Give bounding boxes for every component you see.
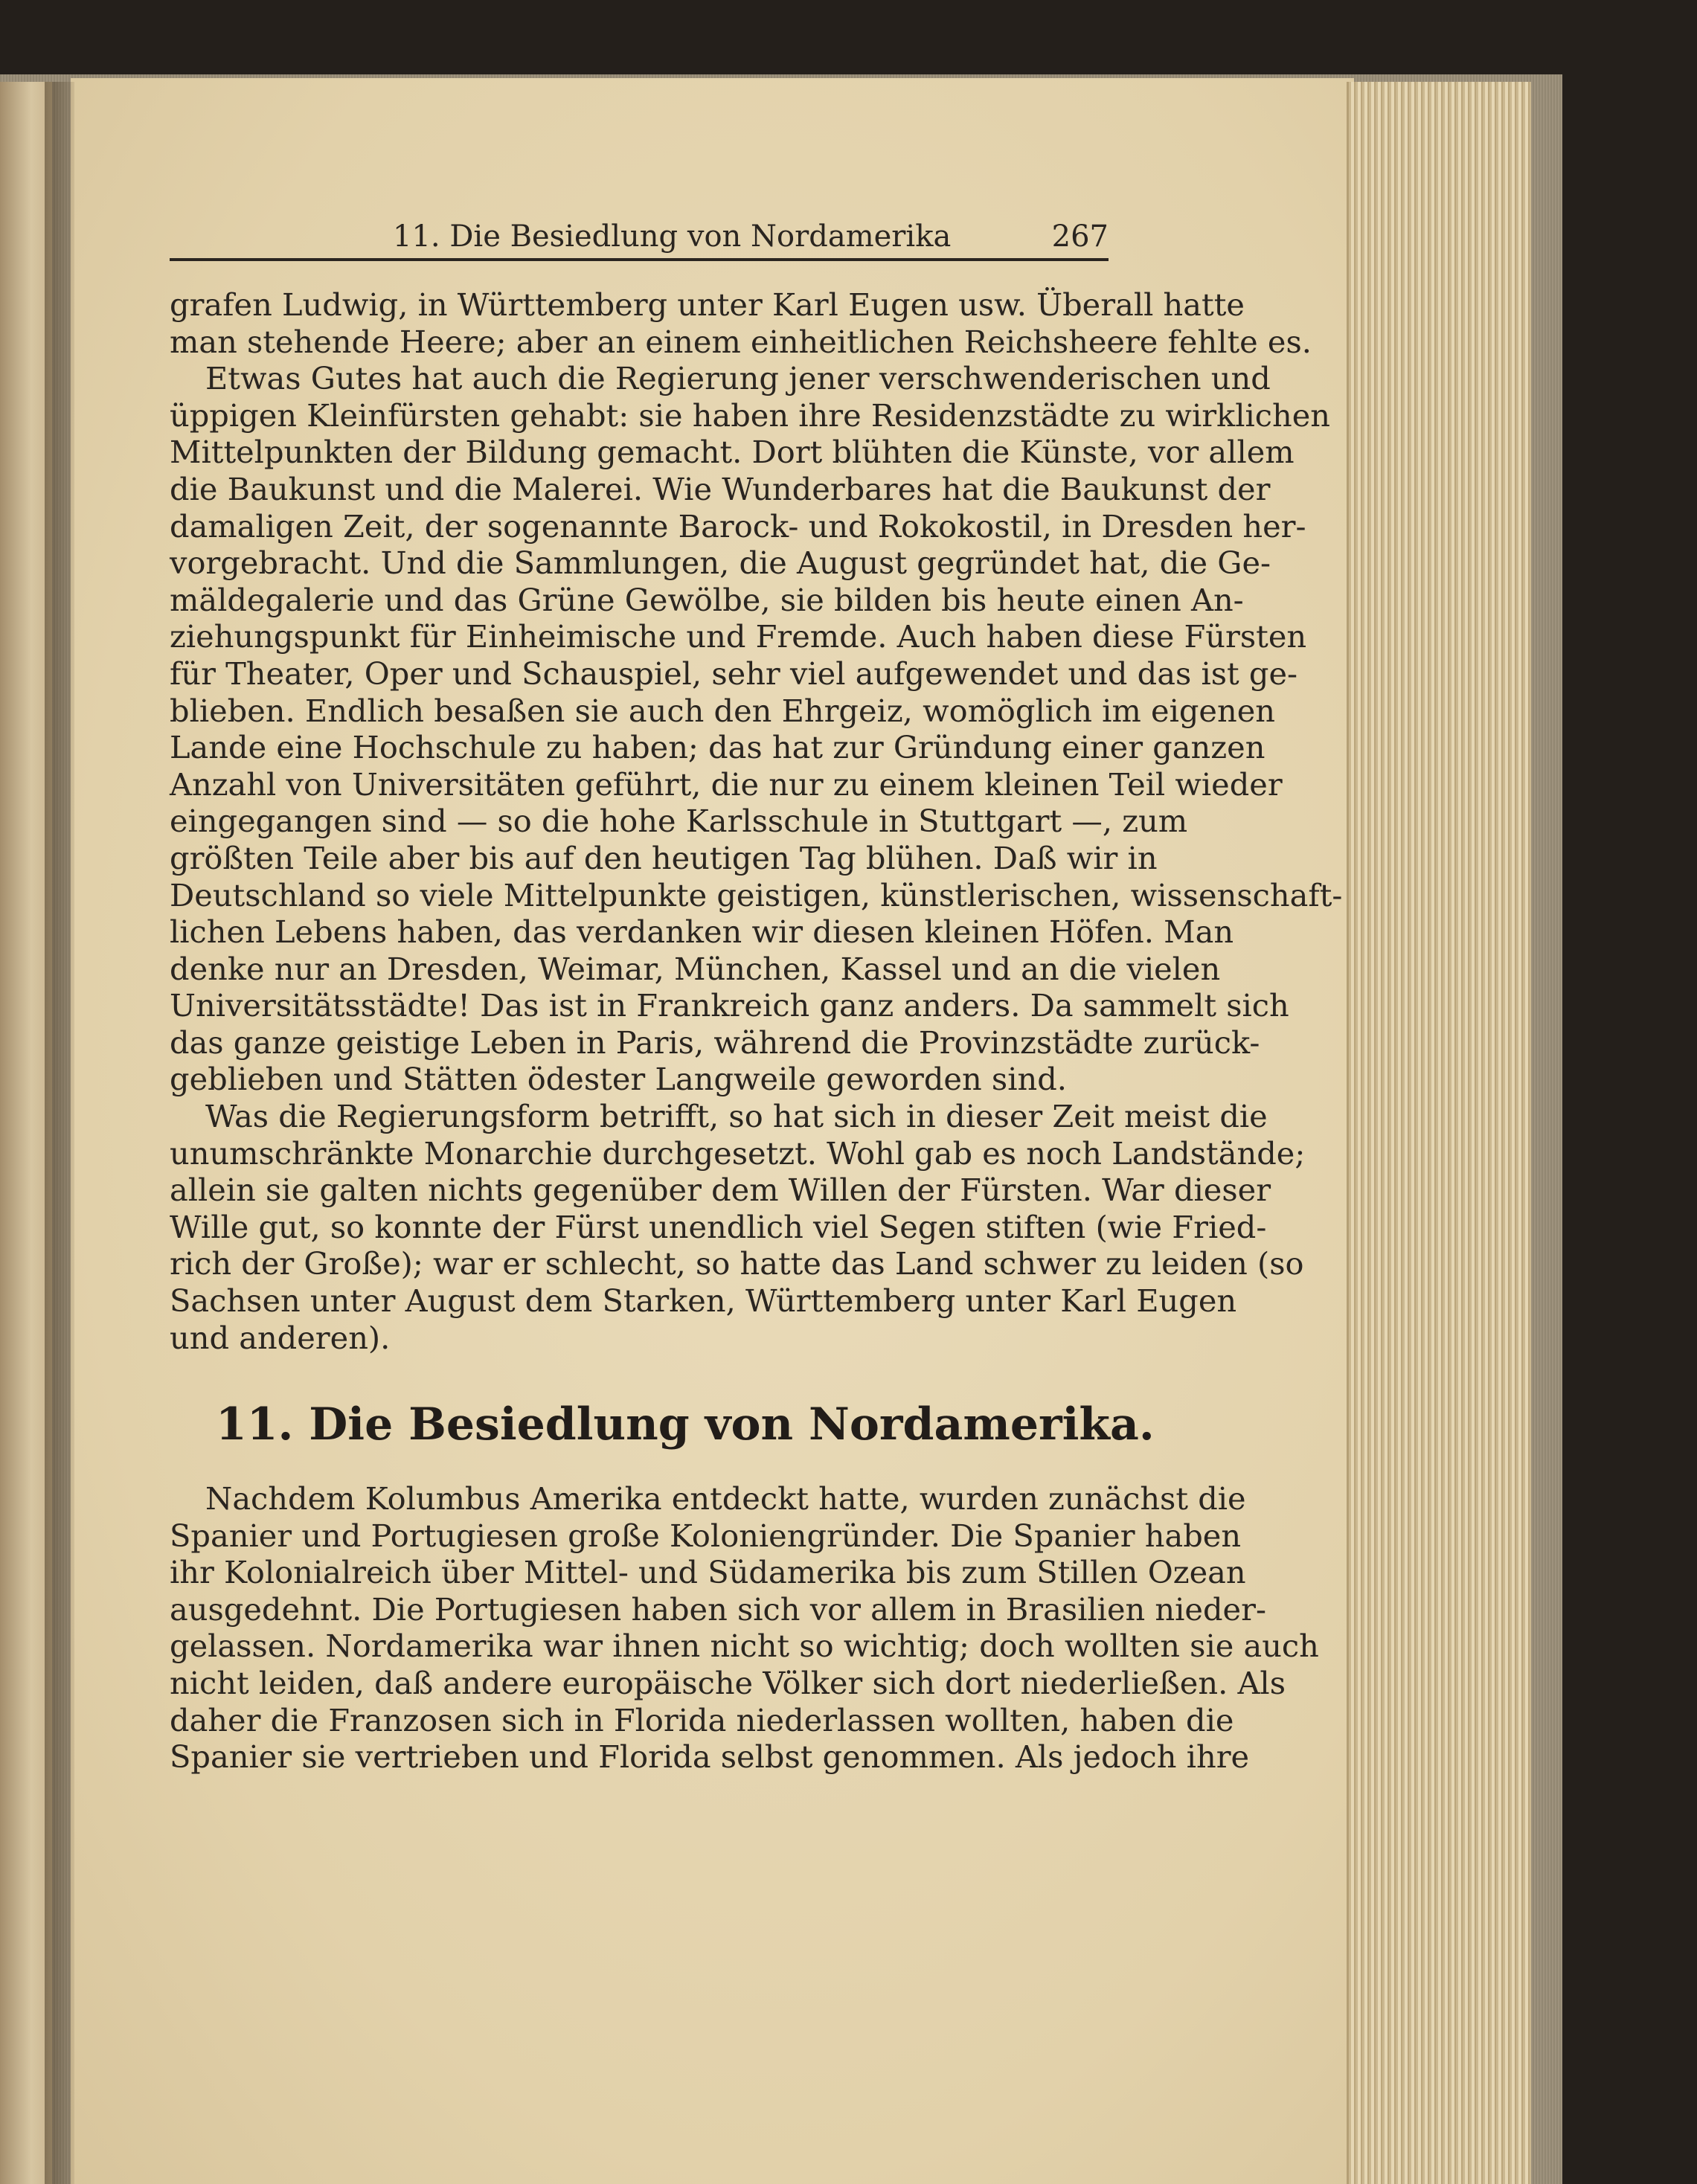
text-line: unumschränkte Monarchie durchgesetzt. Wohl gab es noch Landstände; — [170, 1134, 1306, 1172]
section-heading: 11. Die Besiedlung von Nordamerika. — [216, 1398, 1155, 1451]
text-line: Wille gut, so konnte der Fürst unendlich viel Segen stiften (wie Fried- — [170, 1208, 1267, 1245]
text-line: Was die Regierungsform betrifft, so hat sich in dieser Zeit meist die — [205, 1098, 1268, 1135]
running-title: 11. Die Besiedlung von Nordamerika — [393, 219, 952, 254]
text-line: gelassen. Nordamerika war ihnen nicht so wichtig; doch wollten sie auch — [170, 1628, 1319, 1665]
book-gutter — [45, 82, 74, 2184]
page-edges — [1347, 82, 1531, 2184]
text-line: Universitätsstädte! Das ist in Frankreich ganz anders. Da sammelt sich — [170, 987, 1289, 1024]
text-line: nicht leiden, daß andere europäische Völker sich dort niederließen. Als — [170, 1664, 1286, 1701]
main-text — [170, 286, 1343, 1356]
text-line: lichen Lebens haben, das verdanken wir diesen kleinen Höfen. Man — [170, 913, 1234, 951]
text-line: üppigen Kleinfürsten gehabt: sie haben ihre Residenzstädte zu wirklichen — [170, 396, 1330, 434]
text-line: Lande eine Hochschule zu haben; das hat zur Gründung einer ganzen — [170, 729, 1265, 766]
text-line: denke nur an Dresden, Weimar, München, Kassel und an die vielen — [170, 950, 1221, 987]
text-line: ziehungspunkt für Einheimische und Fremde. Auch haben diese Fürsten — [170, 618, 1307, 655]
text-line: und anderen). — [170, 1319, 391, 1356]
text-line: rich der Große); war er schlecht, so hatte das Land schwer zu leiden (so — [170, 1245, 1304, 1282]
text-line: das ganze geistige Leben in Paris, während die Provinzstädte zurück- — [170, 1024, 1260, 1061]
text-line: grafen Ludwig, in Württemberg unter Karl Eugen usw. Überall hatte — [170, 286, 1245, 323]
text-line: für Theater, Oper und Schauspiel, sehr viel aufgewendet und das ist ge- — [170, 655, 1298, 692]
text-line: man stehende Heere; aber an einem einheitlichen Reichsheere fehlte es. — [170, 323, 1312, 360]
page-number: 267 — [1051, 219, 1109, 254]
text-line: eingegangen sind — so die hohe Karlsschule in Stuttgart —, zum — [170, 803, 1188, 840]
text-line: größten Teile aber bis auf den heutigen Tag blühen. Daß wir in — [170, 839, 1158, 876]
text-line: Anzahl von Universitäten geführt, die nur zu einem kleinen Teil wieder — [170, 765, 1283, 803]
text-line: die Baukunst und die Malerei. Wie Wunderbares hat die Baukunst der — [170, 470, 1271, 507]
text-line: Nachdem Kolumbus Amerika entdeckt hatte, wurden zunächst die — [205, 1480, 1246, 1517]
text-line: blieben. Endlich besaßen sie auch den Ehrgeiz, womöglich im eigenen — [170, 692, 1275, 729]
running-header — [170, 219, 1109, 261]
text-line: geblieben und Stätten ödester Langweile geworden sind. — [170, 1061, 1067, 1098]
text-line: allein sie galten nichts gegenüber dem Willen der Fürsten. War dieser — [170, 1172, 1271, 1209]
text-line: vorgebracht. Und die Sammlungen, die August gegründet hat, die Ge- — [170, 545, 1271, 582]
text-line: ausgedehnt. Die Portugiesen haben sich vor allem in Brasilien nieder- — [170, 1590, 1266, 1628]
text-line: mäldegalerie und das Grüne Gewölbe, sie bilden bis heute einen An- — [170, 581, 1244, 618]
text-line: Mittelpunkten der Bildung gemacht. Dort blühten die Künste, vor allem — [170, 434, 1295, 471]
text-line: Spanier und Portugiesen große Koloniengründer. Die Spanier haben — [170, 1517, 1242, 1554]
text-line: Spanier sie vertrieben und Florida selbst genommen. Als jedoch ihre — [170, 1738, 1250, 1776]
text-line: ihr Kolonialreich über Mittel- und Südamerika bis zum Stillen Ozean — [170, 1554, 1246, 1591]
section-text — [170, 1480, 1319, 1776]
text-line: Sachsen unter August dem Starken, Württemberg unter Karl Eugen — [170, 1282, 1237, 1320]
text-line: daher die Franzosen sich in Florida niederlassen wollten, haben die — [170, 1701, 1234, 1738]
text-line: Deutschland so viele Mittelpunkte geistigen, künstlerischen, wissenschaft- — [170, 876, 1343, 913]
text-line: damaligen Zeit, der sogenannte Barock- und Rokokostil, in Dresden her- — [170, 507, 1306, 545]
text-line: Etwas Gutes hat auch die Regierung jener verschwenderischen und — [205, 360, 1271, 397]
